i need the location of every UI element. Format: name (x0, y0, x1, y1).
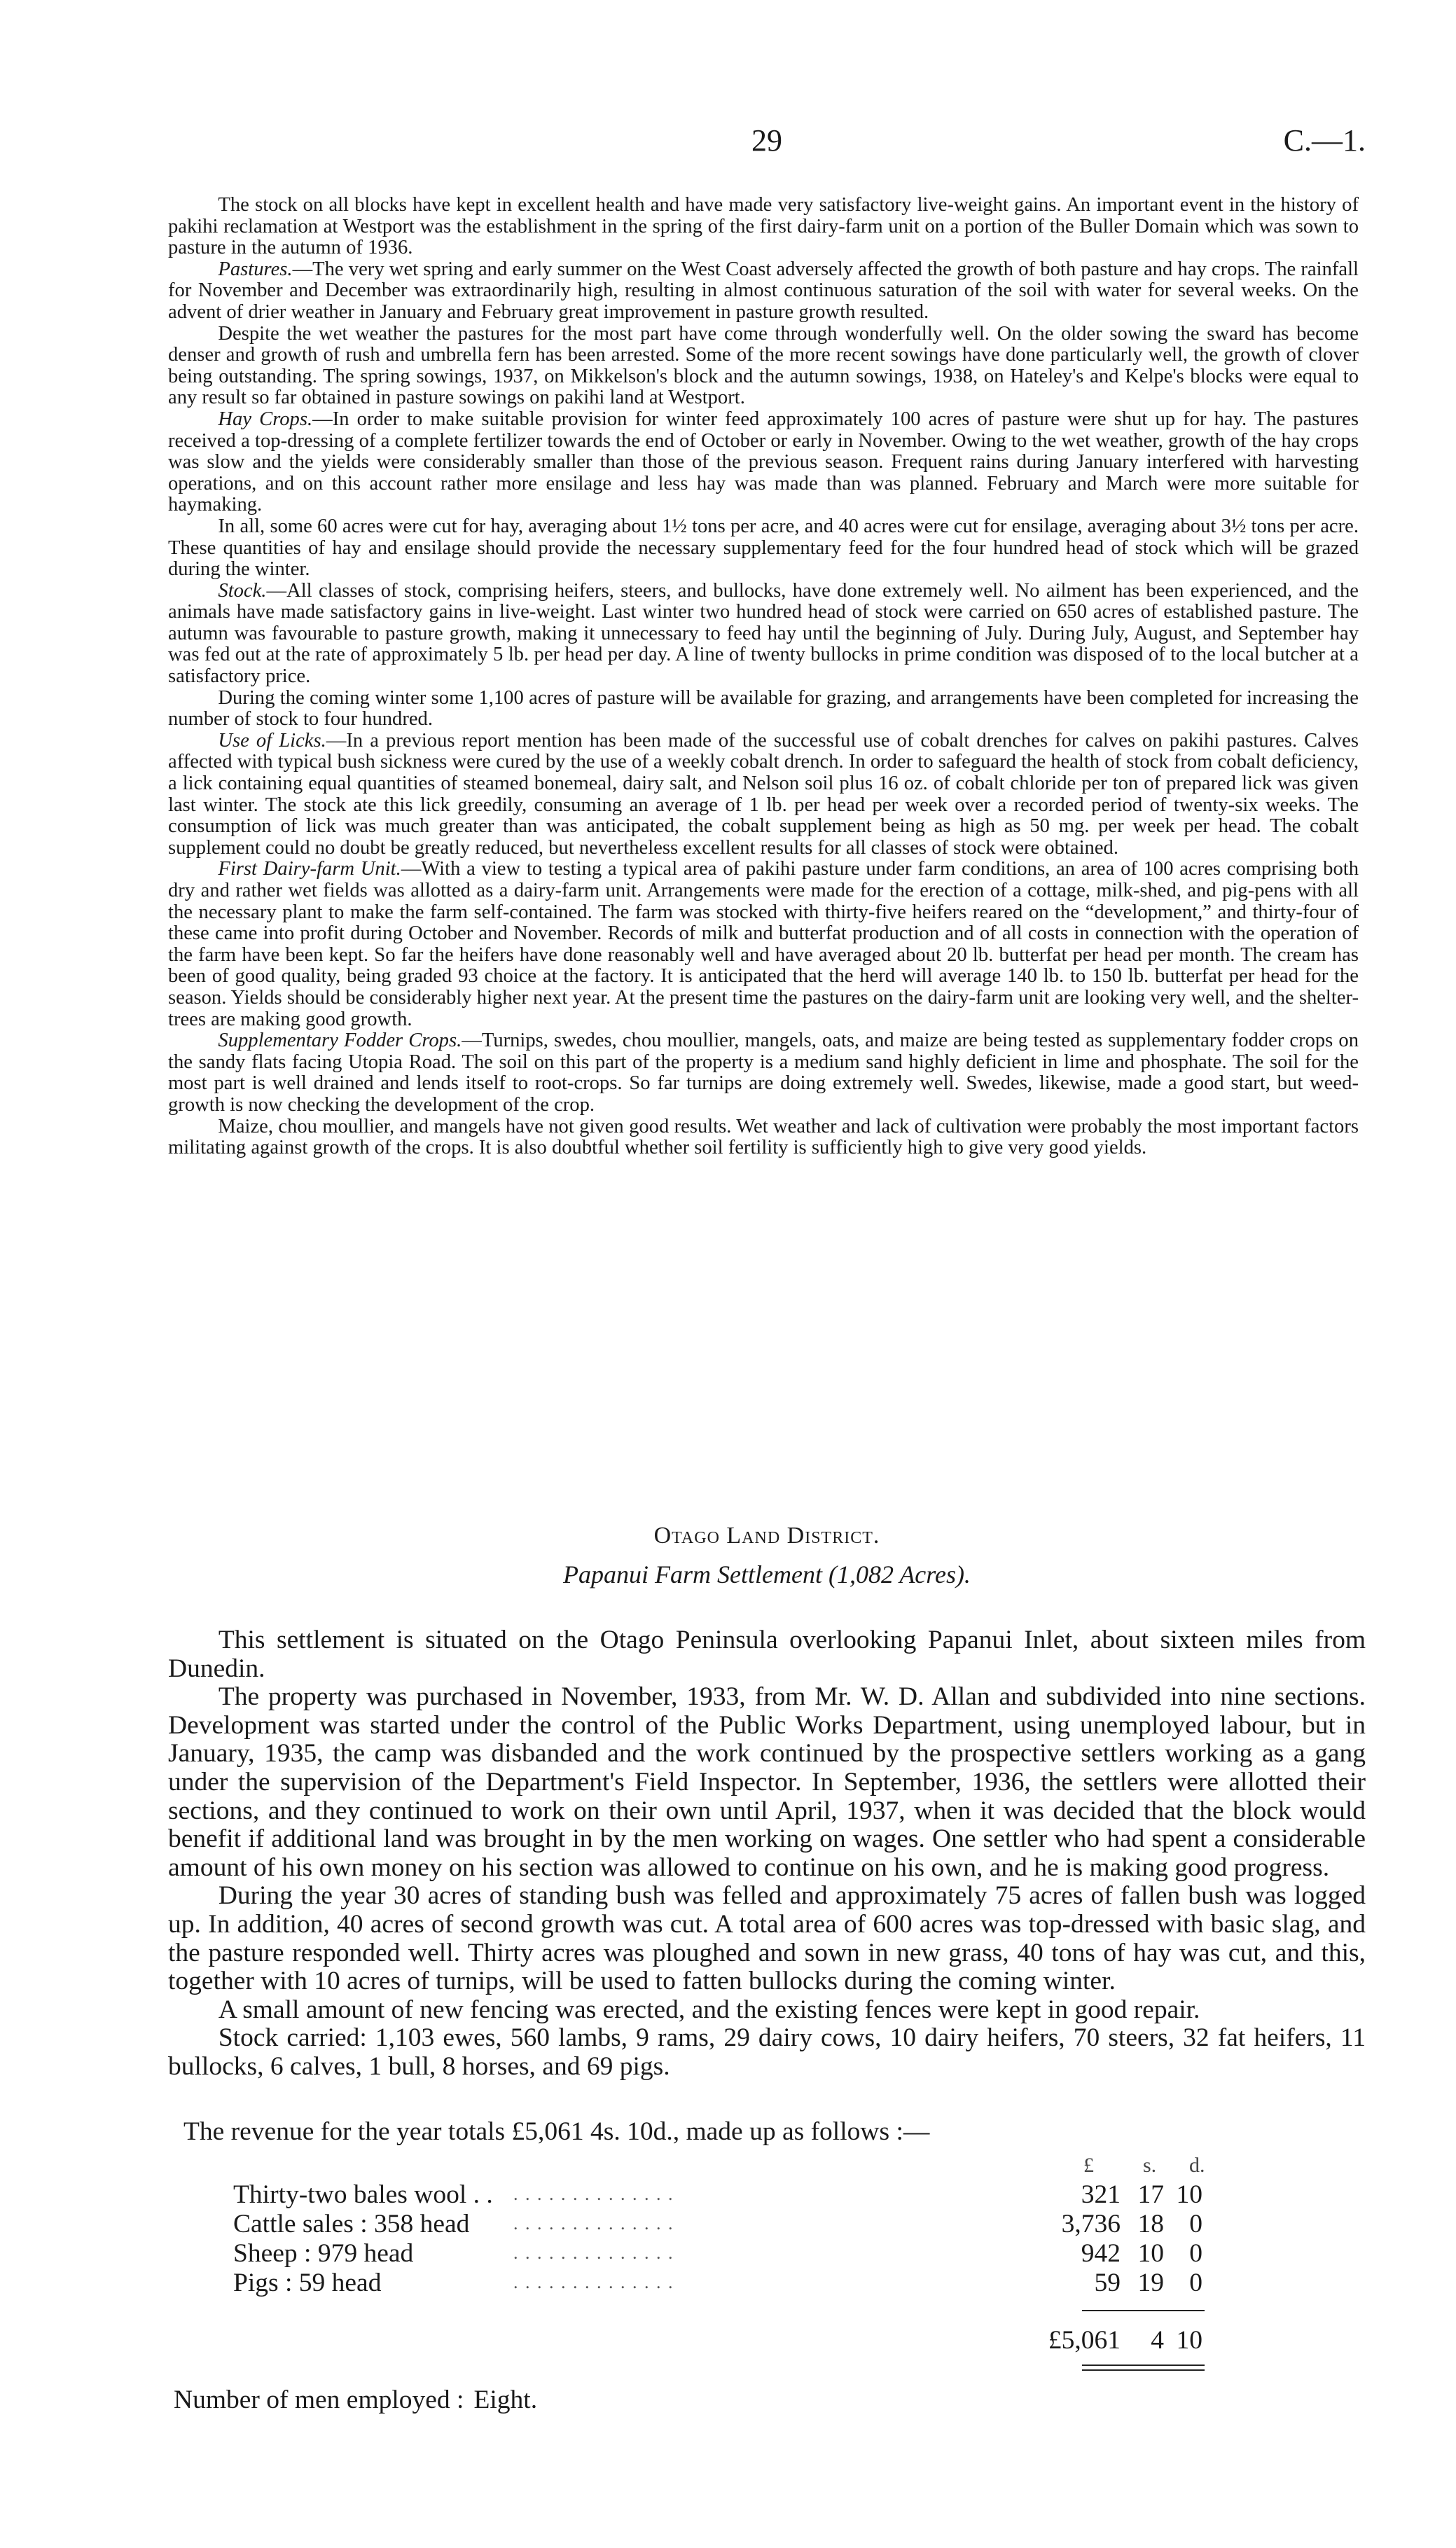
revenue-shillings: 19 (1137, 2269, 1164, 2297)
heading-pastures: Pastures. (218, 258, 293, 280)
revenue-shillings: 18 (1137, 2210, 1164, 2238)
paragraph-hay-yields: In all, some 60 acres were cut for hay, averaging about 1½ tons per acre, and 40 acres were cut for ensilage, averaging about 3½ tons per acre. These quantities of hay and ensilage should provide the necessary supplementary feed for the four hundred head of stock which will be grazed during the winter. (168, 515, 1359, 581)
paragraph-maize: Maize, chou moullier, and mangels have not given good results. Wet weather and lack of cultivation were probably the most important factors militating against growth of the crops. It is also doubtful whether soil fertility is sufficiently high to give very good yields. (168, 1115, 1359, 1159)
revenue-item-label: Sheep : 979 head (233, 2239, 414, 2268)
paragraph-stock-carried: Stock carried: 1,103 ewes, 560 lambs, 9 rams, 29 dairy cows, 10 dairy heifers, 70 steers, 32 fat heifers, 11 bullocks, 6 calves, 1 bull, 8 horses, and 69 pigs. (168, 2023, 1366, 2081)
paragraph-dairy-farm-unit (168, 859, 1359, 1030)
dot-leader: . . . . . . . . . . . . . . (513, 2243, 674, 2263)
revenue-pounds: 942 (1081, 2239, 1121, 2268)
paragraph-pastures-continued: Despite the wet weather the pastures for the most part have come through wonderfully well. On the older sowing the sward has become denser and growth of rush and umbrella fern has been arrested. Some of the more recent sowings have done particularly well, the growth of clover being outstanding. The spring sowings, 1937, on Mikkelson's block and the autumn sowings, 1938, on Hateley's and Kelpe's blocks were equal to any result so far obtained in pasture sowings on pakihi land at Westport. (168, 322, 1359, 409)
settlement-heading: Papanui Farm Settlement (1,082 Acres). (563, 1560, 971, 1588)
heading-use-of-licks: Use of Licks. (218, 729, 326, 752)
revenue-item-label: Cattle sales : 358 head (233, 2210, 470, 2238)
revenue-pence: 0 (1189, 2210, 1202, 2238)
revenue-shillings: 10 (1137, 2239, 1164, 2268)
paragraph-hay-crops (168, 409, 1359, 516)
revenue-item-label: Pigs : 59 head (233, 2269, 382, 2297)
revenue-pounds: 3,736 (1061, 2210, 1121, 2238)
text-fodder-crops: —Turnips, swedes, chou moullier, mangels, oats, and maize are being tested as supplementary fodder crops on the sandy flats facing Utopia Road. The soil on this part of the property is a medium sand highly deficient in lime and phosphate. The soil for the most part is well drained and lends itself to root-crops. So far turnips are doing extremely well. Swedes, likewise, made a good start, but weed-growth is now checking the development of the crop. (168, 1030, 1359, 1116)
paragraph-stock-health: The stock on all blocks have kept in excellent health and have made very satisfactory live-weight gains. An important event in the history of pakihi reclamation at Westport was the establishment in the spring of the first dairy-farm unit on a portion of the Buller Domain which was sown to pasture in the autumn of 1936. (168, 194, 1359, 259)
men-employed-value: Eight. (473, 2386, 538, 2414)
paragraph-pastures (168, 259, 1359, 324)
paragraph-year-work: During the year 30 acres of standing bush was felled and approximately 75 acres of fallen bush was logged up. In addition, 40 acres of second growth was cut. A total area of 600 acres was top-dressed with basic slag, and the pasture responded well. Thirty acres was ploughed and sown in new grass, 40 tons of hay was cut, and this, together with 10 acres of turnips, will be used to fatten bullocks during the coming winter. (168, 1881, 1366, 1996)
revenue-shillings: 17 (1137, 2180, 1164, 2209)
total-rule-bottom (1082, 2369, 1205, 2371)
revenue-total-shillings: 4 (1151, 2326, 1164, 2355)
revenue-item-label: Thirty-two bales wool . . (233, 2180, 493, 2209)
paragraph-purchase: The property was purchased in November, 1933, from Mr. W. D. Allan and subdivided into nine sections. Development was started under the control of the Public Works Department, using unemployed labour, but in January, 1935, the camp was disbanded and the work continued by the prospective settlers working as a gang under the supervision of the Department's Field Inspector. In September, 1936, the settlers were allotted their sections, and they continued to work on their own until April, 1937, when it was decided that the block would benefit if additional land was brought in by the men working on wages. One settler who had spent a considerable amount of his own money on his section was allowed to continue on his own, and he is making good progress. (168, 1682, 1366, 1882)
heading-stock: Stock. (218, 579, 267, 602)
revenue-pence: 0 (1189, 2269, 1202, 2297)
paragraph-use-of-licks (168, 731, 1359, 859)
westport-report-section (168, 195, 1359, 1159)
men-employed (174, 2385, 537, 2415)
page-header (168, 123, 1366, 165)
revenue-pounds: 59 (1094, 2269, 1121, 2297)
text-hay-crops: —In order to make suitable provision for winter feed approximately 100 acres of pasture were shut up for hay. The pastures received a top-dressing of a complete fertilizer towards the end of October or early in November. Owing to the wet weather, growth of the hay crops was slow and the yields were considerably smaller than those of the previous season. Frequent rains during January interfered with harvesting operations, and on this account rather more ensilage and less hay was made than was planned. February and March were more suitable for haymaking. (168, 408, 1359, 516)
heading-fodder-crops: Supplementary Fodder Crops. (218, 1030, 462, 1052)
total-rule-top (1082, 2364, 1205, 2366)
heading-hay-crops: Hay Crops. (218, 408, 313, 430)
district-heading: Otago Land District. (653, 1523, 880, 1549)
dot-leader: . . . . . . . . . . . . . . (513, 2184, 674, 2204)
revenue-total-pence: 10 (1176, 2326, 1202, 2355)
document-reference: C.—1. (1283, 123, 1366, 158)
pounds-unit-label: £ (1083, 2154, 1094, 2177)
paragraph-location: This settlement is situated on the Otago Peninsula overlooking Papanui Inlet, about sixteen miles from Dunedin. (168, 1626, 1366, 1683)
papanui-report-section (168, 1626, 1366, 2082)
text-dairy-farm-unit: —With a view to testing a typical area of pakihi pasture under farm conditions, an area of 100 acres comprising both dry and rather wet fields was allotted as a dairy-farm unit. Arrangements were made for the erection of a cottage, milk-shed, and pig-pens with all the necessary plant to make the farm self-contained. The farm was stocked with thirty-five heifers reared on the “development,” and thirty-four of these came into profit during October and November. Records of milk and butterfat production and of all costs in connection with the operation of the farm have been kept. So far the heifers have done reasonably well and have averaged about 20 lb. butterfat per head per month. The cream has been of good quality, being graded 93 choice at the factory. It is anticipated that the herd will average 140 lb. to 150 lb. butterfat per head for the season. Yields should be considerably higher next year. At the present time the pastures on the dairy-farm unit are looking very well, and the shelter-trees are making good growth. (168, 858, 1359, 1030)
heading-dairy-farm-unit: First Dairy-farm Unit. (218, 858, 401, 880)
paragraph-winter-grazing: During the coming winter some 1,100 acres of pasture will be available for grazing, and arrangements have been completed for increasing the number of stock to four hundred. (168, 686, 1359, 731)
pence-unit-label: d. (1189, 2154, 1205, 2177)
revenue-pence: 0 (1189, 2239, 1202, 2268)
dot-leader: . . . . . . . . . . . . . . (513, 2213, 674, 2234)
revenue-total-pounds: £5,061 (1048, 2326, 1121, 2355)
paragraph-fodder-crops (168, 1030, 1359, 1116)
revenue-pence: 10 (1176, 2180, 1202, 2209)
shillings-unit-label: s. (1143, 2154, 1157, 2177)
text-pastures: —The very wet spring and early summer on the West Coast adversely affected the growth of both pasture and hay crops. The rainfall for November and December was extraordinarily high, resulting in almost continuous saturation of the soil with water for several weeks. On the advent of drier weather in January and February great improvement in pasture growth resulted. (168, 258, 1359, 323)
text-use-of-licks: —In a previous report mention has been made of the successful use of cobalt drenches for calves on pakihi pastures. Calves affected with typical bush sickness were cured by the use of a weekly cobalt drench. In order to safeguard the health of stock from cobalt deficiency, a lick containing equal quantities of steamed bonemeal, dairy salt, and Nelson soil plus 16 oz. of cobalt chloride per ton of prepared lick was given last winter. The stock ate this lick greedily, consuming an average of 1 lb. per head per week over a recorded period of twenty-six weeks. The consumption of lick was much greater than was anticipated, the cobalt supplement being as high as 50 mg. per week per head. The cobalt supplement could no doubt be greatly reduced, but nevertheless excellent results for all classes of stock were obtained. (168, 729, 1359, 859)
paragraph-fencing: A small amount of new fencing was erected, and the existing fences were kept in good repair. (218, 1995, 1200, 2024)
paragraph-stock (168, 581, 1359, 688)
page-number: 29 (751, 123, 782, 158)
men-employed-label: Number of men employed : (174, 2386, 464, 2414)
revenue-pounds: 321 (1081, 2180, 1121, 2209)
revenue-intro: The revenue for the year totals £5,061 4s. 10d., made up as follows :— (183, 2117, 930, 2146)
dot-leader: . . . . . . . . . . . . . . (513, 2272, 674, 2292)
text-stock: —All classes of stock, comprising heifers, steers, and bullocks, have done extremely well. No ailment has been experienced, and the animals have made satisfactory gains in live-weight. Last winter two hundred head of stock were carried on 650 acres of established pasture. The autumn was favourable to pasture growth, making it unnecessary to feed hay until the beginning of July. During July, August, and September hay was fed out at the rate of approximately 5 lb. per head per day. A line of twenty bullocks in prime condition was disposed of to the local butcher at a satisfactory price. (168, 579, 1359, 688)
subtotal-rule (1082, 2310, 1205, 2311)
